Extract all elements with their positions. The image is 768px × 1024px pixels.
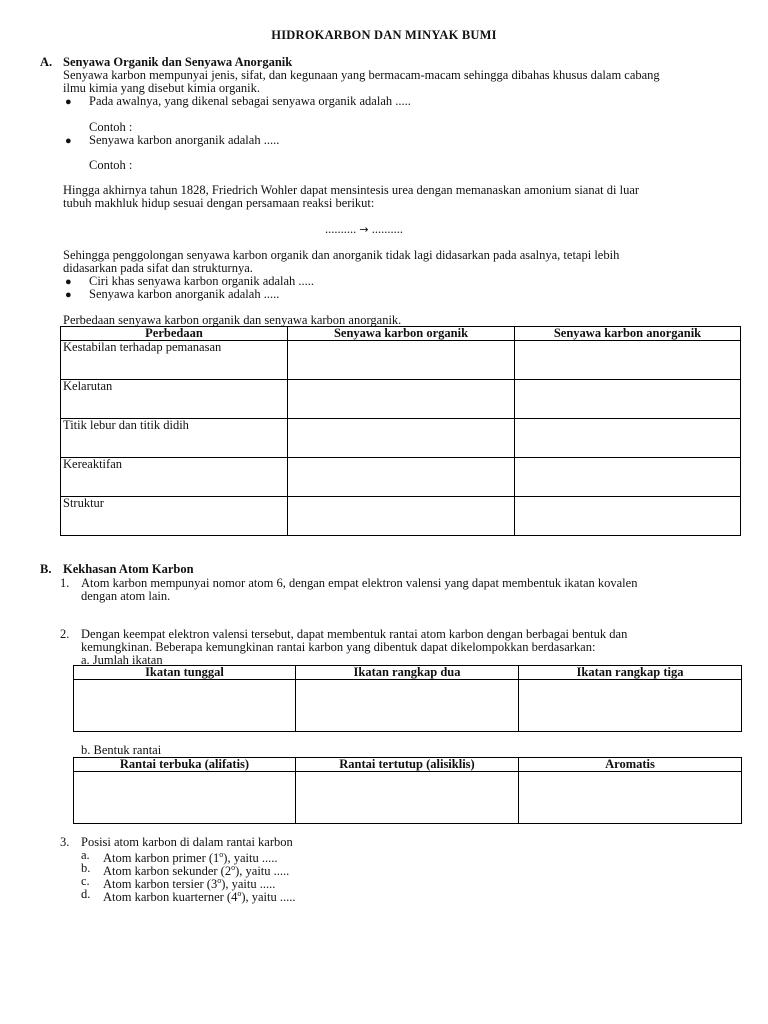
sub-a-label: a. Jumlah ikatan: [81, 653, 163, 667]
item1-number: 1.: [60, 576, 70, 590]
table-cell-empty[interactable]: [515, 497, 741, 536]
carbon-position-item: [81, 874, 276, 892]
table-cell-empty[interactable]: [515, 419, 741, 458]
bullet-organik-awal: Pada awalnya, yang dikenal sebagai senyawa organik adalah .....: [89, 94, 411, 108]
bullet-dot: ●: [65, 135, 72, 147]
bullet-ciri-organik: Ciri khas senyawa karbon organik adalah .....: [89, 274, 315, 288]
table-cell-empty[interactable]: [296, 772, 519, 824]
section-b-letter: B.: [40, 562, 52, 576]
item3-number: 3.: [60, 835, 70, 849]
table-cell-empty[interactable]: [288, 458, 515, 497]
degree-superscript: o: [237, 889, 242, 898]
bullet-dot: ●: [65, 276, 72, 288]
contoh-label-1: Contoh :: [89, 120, 133, 134]
carbon-position-tail: ), yaitu .....: [241, 890, 296, 905]
carbon-position-letter: b.: [81, 861, 91, 875]
table-header: Rantai tertutup (alisiklis): [296, 758, 519, 772]
reaction-right: ..........: [371, 222, 403, 236]
wohler-line1: Hingga akhirnya tahun 1828, Friedrich Wohler dapat mensintesis urea dengan memanaskan amonium sianat di luar: [63, 183, 640, 197]
item2-line2: kemungkinan. Beberapa kemungkinan rantai karbon yang dibentuk dapat dikelompokkan berdasarkan:: [81, 640, 596, 654]
degree-superscript: o: [219, 850, 224, 859]
degree-superscript: o: [217, 876, 222, 885]
wohler-line2: tubuh makhluk hidup sesuai dengan persamaan reaksi berikut:: [63, 196, 375, 210]
table-cell-empty[interactable]: [288, 419, 515, 458]
carbon-position-text: Atom karbon kuarterner (4: [103, 890, 238, 905]
table-row-label: Kestabilan terhadap pemanasan: [61, 341, 288, 380]
carbon-position-text: Atom karbon sekunder (2: [103, 864, 232, 879]
reaction-left: ..........: [325, 222, 357, 236]
table-header: Ikatan tunggal: [74, 666, 296, 680]
carbon-position-text: Atom karbon primer (1: [103, 851, 220, 866]
carbon-position-tail: ), yaitu .....: [223, 851, 278, 866]
section-a-heading: Senyawa Organik dan Senyawa Anorganik: [63, 55, 293, 69]
carbon-position-letter: a.: [81, 848, 90, 862]
item2-line1: Dengan keempat elektron valensi tersebut, dapat membentuk rantai atom karbon dengan berbagai bentuk dan: [81, 627, 628, 641]
item1-line2: dengan atom lain.: [81, 589, 171, 603]
arrow-right-icon: →: [359, 223, 369, 236]
para2-line2: didasarkan pada sifat dan strukturnya.: [63, 261, 253, 275]
table-cell-empty[interactable]: [519, 680, 742, 732]
carbon-position-letter: d.: [81, 887, 91, 901]
table-caption: Perbedaan senyawa karbon organik dan senyawa karbon anorganik.: [63, 313, 402, 327]
section-a-intro-line1: Senyawa karbon mempunyai jenis, sifat, dan kegunaan yang bermacam-macam sehingga dibahas khusus dalam cabang: [63, 68, 660, 82]
table-cell-empty[interactable]: [288, 380, 515, 419]
degree-superscript: o: [231, 863, 236, 872]
table-cell-empty[interactable]: [288, 497, 515, 536]
carbon-position-tail: ), yaitu .....: [221, 877, 276, 892]
section-b-heading: Kekhasan Atom Karbon: [63, 562, 194, 576]
table-cell-empty[interactable]: [515, 458, 741, 497]
carbon-position-letter: c.: [81, 874, 90, 888]
table-header: Aromatis: [519, 758, 742, 772]
bullet-dot: ●: [65, 289, 72, 301]
chain-shape-table: [73, 757, 742, 824]
bond-count-table: [73, 665, 742, 732]
table-row-label: Kelarutan: [61, 380, 288, 419]
table-row-label: Struktur: [61, 497, 288, 536]
carbon-position-text: Atom karbon tersier (3: [103, 877, 218, 892]
table-cell-empty[interactable]: [296, 680, 519, 732]
item3-text: Posisi atom karbon di dalam rantai karbon: [81, 835, 293, 849]
table-header: Rantai terbuka (alifatis): [74, 758, 296, 772]
sub-b-label: b. Bentuk rantai: [81, 743, 162, 757]
bullet-anorganik: Senyawa karbon anorganik adalah .....: [89, 133, 280, 147]
comparison-table: [60, 326, 741, 536]
table-cell-empty[interactable]: [515, 380, 741, 419]
section-a-letter: A.: [40, 55, 53, 69]
table-row-label: Kereaktifan: [61, 458, 288, 497]
table-header: Senyawa karbon organik: [288, 327, 515, 341]
table-cell-empty[interactable]: [74, 772, 296, 824]
table-header: Perbedaan: [61, 327, 288, 341]
carbon-position-item: [81, 861, 290, 879]
table-cell-empty[interactable]: [74, 680, 296, 732]
table-header: Ikatan rangkap tiga: [519, 666, 742, 680]
contoh-label-2: Contoh :: [89, 158, 133, 172]
item1-line1: Atom karbon mempunyai nomor atom 6, dengan empat elektron valensi yang dapat membentuk ikatan kovalen: [81, 576, 638, 590]
table-cell-empty[interactable]: [519, 772, 742, 824]
item2-number: 2.: [60, 627, 70, 641]
carbon-position-tail: ), yaitu .....: [235, 864, 290, 879]
table-header: Senyawa karbon anorganik: [515, 327, 741, 341]
table-cell-empty[interactable]: [288, 341, 515, 380]
bullet-dot: ●: [65, 96, 72, 108]
carbon-position-item: [81, 887, 296, 905]
table-header: Ikatan rangkap dua: [296, 666, 519, 680]
reaction-equation: [325, 222, 403, 237]
bullet-ciri-anorganik: Senyawa karbon anorganik adalah .....: [89, 287, 280, 301]
page-title: HIDROKARBON DAN MINYAK BUMI: [271, 28, 497, 42]
para2-line1: Sehingga penggolongan senyawa karbon organik dan anorganik tidak lagi didasarkan pada asalnya, tetapi lebih: [63, 248, 620, 262]
section-a-intro-line2: ilmu kimia yang disebut kimia organik.: [63, 81, 260, 95]
table-cell-empty[interactable]: [515, 341, 741, 380]
carbon-position-item: [81, 848, 278, 866]
table-row-label: Titik lebur dan titik didih: [61, 419, 288, 458]
